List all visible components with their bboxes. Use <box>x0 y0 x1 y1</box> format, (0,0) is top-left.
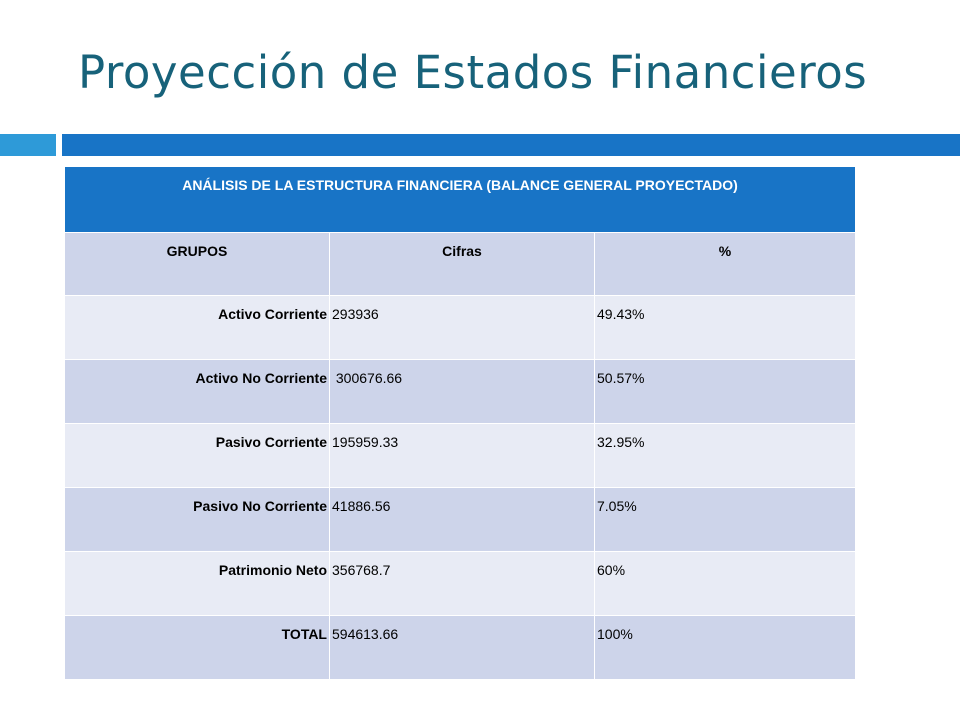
accent-bar-small <box>0 134 56 156</box>
table-header-row <box>65 167 856 233</box>
cell-grupo: Activo Corriente <box>65 296 330 360</box>
cell-grupo: Pasivo No Corriente <box>65 488 330 552</box>
column-header-grupos: GRUPOS <box>65 233 330 296</box>
cell-percent: 7.05% <box>595 488 856 552</box>
financial-structure-table <box>64 166 856 680</box>
cell-grupo: TOTAL <box>65 616 330 680</box>
cell-percent: 60% <box>595 552 856 616</box>
table-row <box>65 360 856 424</box>
cell-grupo: Activo No Corriente <box>65 360 330 424</box>
table-row <box>65 552 856 616</box>
table-row <box>65 296 856 360</box>
column-header-row <box>65 233 856 296</box>
table-row-total <box>65 616 856 680</box>
cell-percent: 50.57% <box>595 360 856 424</box>
accent-bar-main <box>62 134 960 156</box>
cell-percent: 100% <box>595 616 856 680</box>
cell-cifras: 300676.66 <box>330 360 595 424</box>
column-header-percent: % <box>595 233 856 296</box>
cell-percent: 32.95% <box>595 424 856 488</box>
table-row <box>65 488 856 552</box>
cell-grupo: Pasivo Corriente <box>65 424 330 488</box>
column-header-cifras: Cifras <box>330 233 595 296</box>
cell-cifras: 293936 <box>330 296 595 360</box>
cell-grupo: Patrimonio Neto <box>65 552 330 616</box>
cell-cifras: 41886.56 <box>330 488 595 552</box>
cell-percent: 49.43% <box>595 296 856 360</box>
cell-cifras: 594613.66 <box>330 616 595 680</box>
table-header: ANÁLISIS DE LA ESTRUCTURA FINANCIERA (BALANCE GENERAL PROYECTADO) <box>65 167 856 233</box>
cell-cifras: 195959.33 <box>330 424 595 488</box>
table-row <box>65 424 856 488</box>
cell-cifras: 356768.7 <box>330 552 595 616</box>
slide-title: Proyección de Estados Financieros <box>78 46 868 99</box>
